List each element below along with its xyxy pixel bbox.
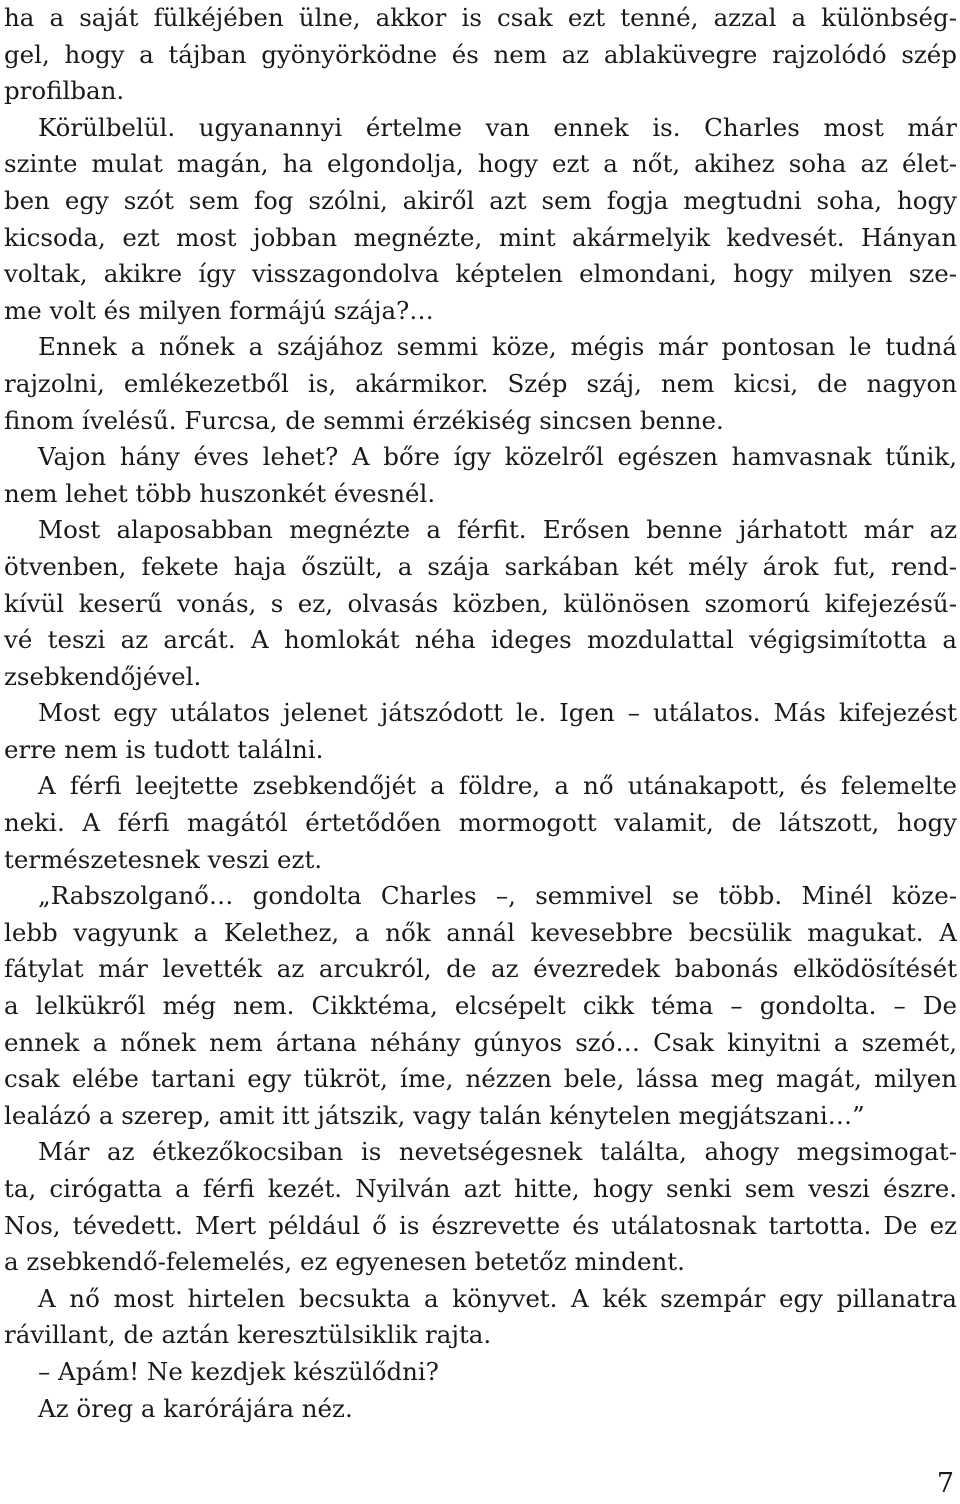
text-line: voltak, akikre így visszagondolva képtelen elmondani, hogy milyen sze- xyxy=(4,259,957,289)
body-text xyxy=(4,0,957,1427)
text-line: Nos, tévedett. Mert például ő is észrevette és utálatosnak tartotta. De ez xyxy=(4,1210,957,1240)
text-line: neki. A férfi magától értetődően mormogott valamit, de látszott, hogy xyxy=(4,808,957,838)
text-line: Már az étkezőkocsiban is nevetségesnek találta, ahogy megsimogat- xyxy=(38,1137,957,1167)
text-line: ben egy szót sem fog szólni, akiről azt sem fogja megtudni soha, hogy xyxy=(4,185,957,215)
text-line: a zsebkendő-felemelés, ez egyenesen betetőz mindent. xyxy=(4,1247,685,1277)
text-line: kicsoda, ezt most jobban megnézte, mint akármelyik kedvesét. Hányan xyxy=(4,222,957,252)
text-line: gel, hogy a tájban gyönyörködne és nem az ablaküvegre rajzolódó szép xyxy=(4,39,957,69)
text-line: rajzolni, emlékezetből is, akármikor. Szép száj, nem kicsi, de nagyon xyxy=(4,368,957,398)
text-line: vé teszi az arcát. A homlokát néha ideges mozdulattal végigsimította a xyxy=(4,625,957,655)
text-line: kívül keserű vonás, s ez, olvasás közben, különösen szomorú kifejezésű- xyxy=(4,588,957,618)
text-line: ta, cirógatta a férfi kezét. Nyilván azt hitte, hogy senki sem veszi észre. xyxy=(4,1174,957,1203)
text-line: „Rabszolganő… gondolta Charles –, semmivel se több. Minél köze- xyxy=(38,881,957,911)
text-line: A férfi leejtette zsebkendőjét a földre, a nő utánakapott, és felemelte xyxy=(38,771,957,801)
text-line: Ennek a nőnek a szájához semmi köze, mégis már pontosan le tudná xyxy=(38,332,957,362)
text-line: ha a saját fülkéjében ülne, akkor is csak ezt tenné, azzal a különbség- xyxy=(4,3,957,32)
text-line: zsebkendőjével. xyxy=(4,661,202,691)
text-line: ennek a nőnek nem ártana néhány gúnyos szó… Csak kinyitni a szemét, xyxy=(4,1027,957,1057)
text-line: me volt és milyen formájú szája?… xyxy=(4,295,434,325)
text-line: ötvenben, fekete haja őszült, a szája sarkában két mély árok fut, rend- xyxy=(4,551,957,581)
text-line: Az öreg a karórájára néz. xyxy=(38,1393,353,1423)
text-line: A nő most hirtelen becsukta a könyvet. A kék szempár egy pillanatra xyxy=(38,1283,957,1313)
text-line: fátylat már levették az arcukról, de az évezredek babonás elködösítését xyxy=(4,954,957,984)
text-line: csak elébe tartani egy tükröt, íme, nézzen bele, lássa meg magát, milyen xyxy=(4,1064,957,1094)
text-line: a lelkükről még nem. Cikktéma, elcsépelt cikk téma – gondolta. – De xyxy=(4,991,957,1021)
text-line: finom ívelésű. Furcsa, de semmi érzékiség sincsen benne. xyxy=(4,405,724,435)
text-line: Most alaposabban megnézte a férfit. Erősen benne járhatott már az xyxy=(38,515,957,545)
text-line: lealázó a szerep, amit itt játszik, vagy talán kénytelen megjátszani…” xyxy=(4,1100,865,1130)
text-line: nem lehet több huszonkét évesnél. xyxy=(4,478,436,508)
text-line: lebb vagyunk a Kelethez, a nők annál kevesebbre becsülik magukat. A xyxy=(4,917,957,947)
text-line: Körülbelül. ugyanannyi értelme van ennek is. Charles most már xyxy=(38,112,957,142)
text-line: Most egy utálatos jelenet játszódott le. Igen – utálatos. Más kifejezést xyxy=(38,698,957,728)
text-line: természetesnek veszi ezt. xyxy=(4,844,323,874)
text-line: szinte mulat magán, ha elgondolja, hogy ezt a nőt, akihez soha az élet- xyxy=(4,149,957,179)
text-line: rávillant, de aztán keresztülsiklik rajta. xyxy=(4,1320,492,1350)
text-line: Vajon hány éves lehet? A bőre így közelről egészen hamvasnak tűnik, xyxy=(38,442,957,472)
text-line: – Apám! Ne kezdjek készülődni? xyxy=(38,1356,439,1386)
page-number: 7 xyxy=(936,1468,954,1499)
text-line: profilban. xyxy=(4,76,125,106)
text-line: erre nem is tudott találni. xyxy=(4,734,324,764)
